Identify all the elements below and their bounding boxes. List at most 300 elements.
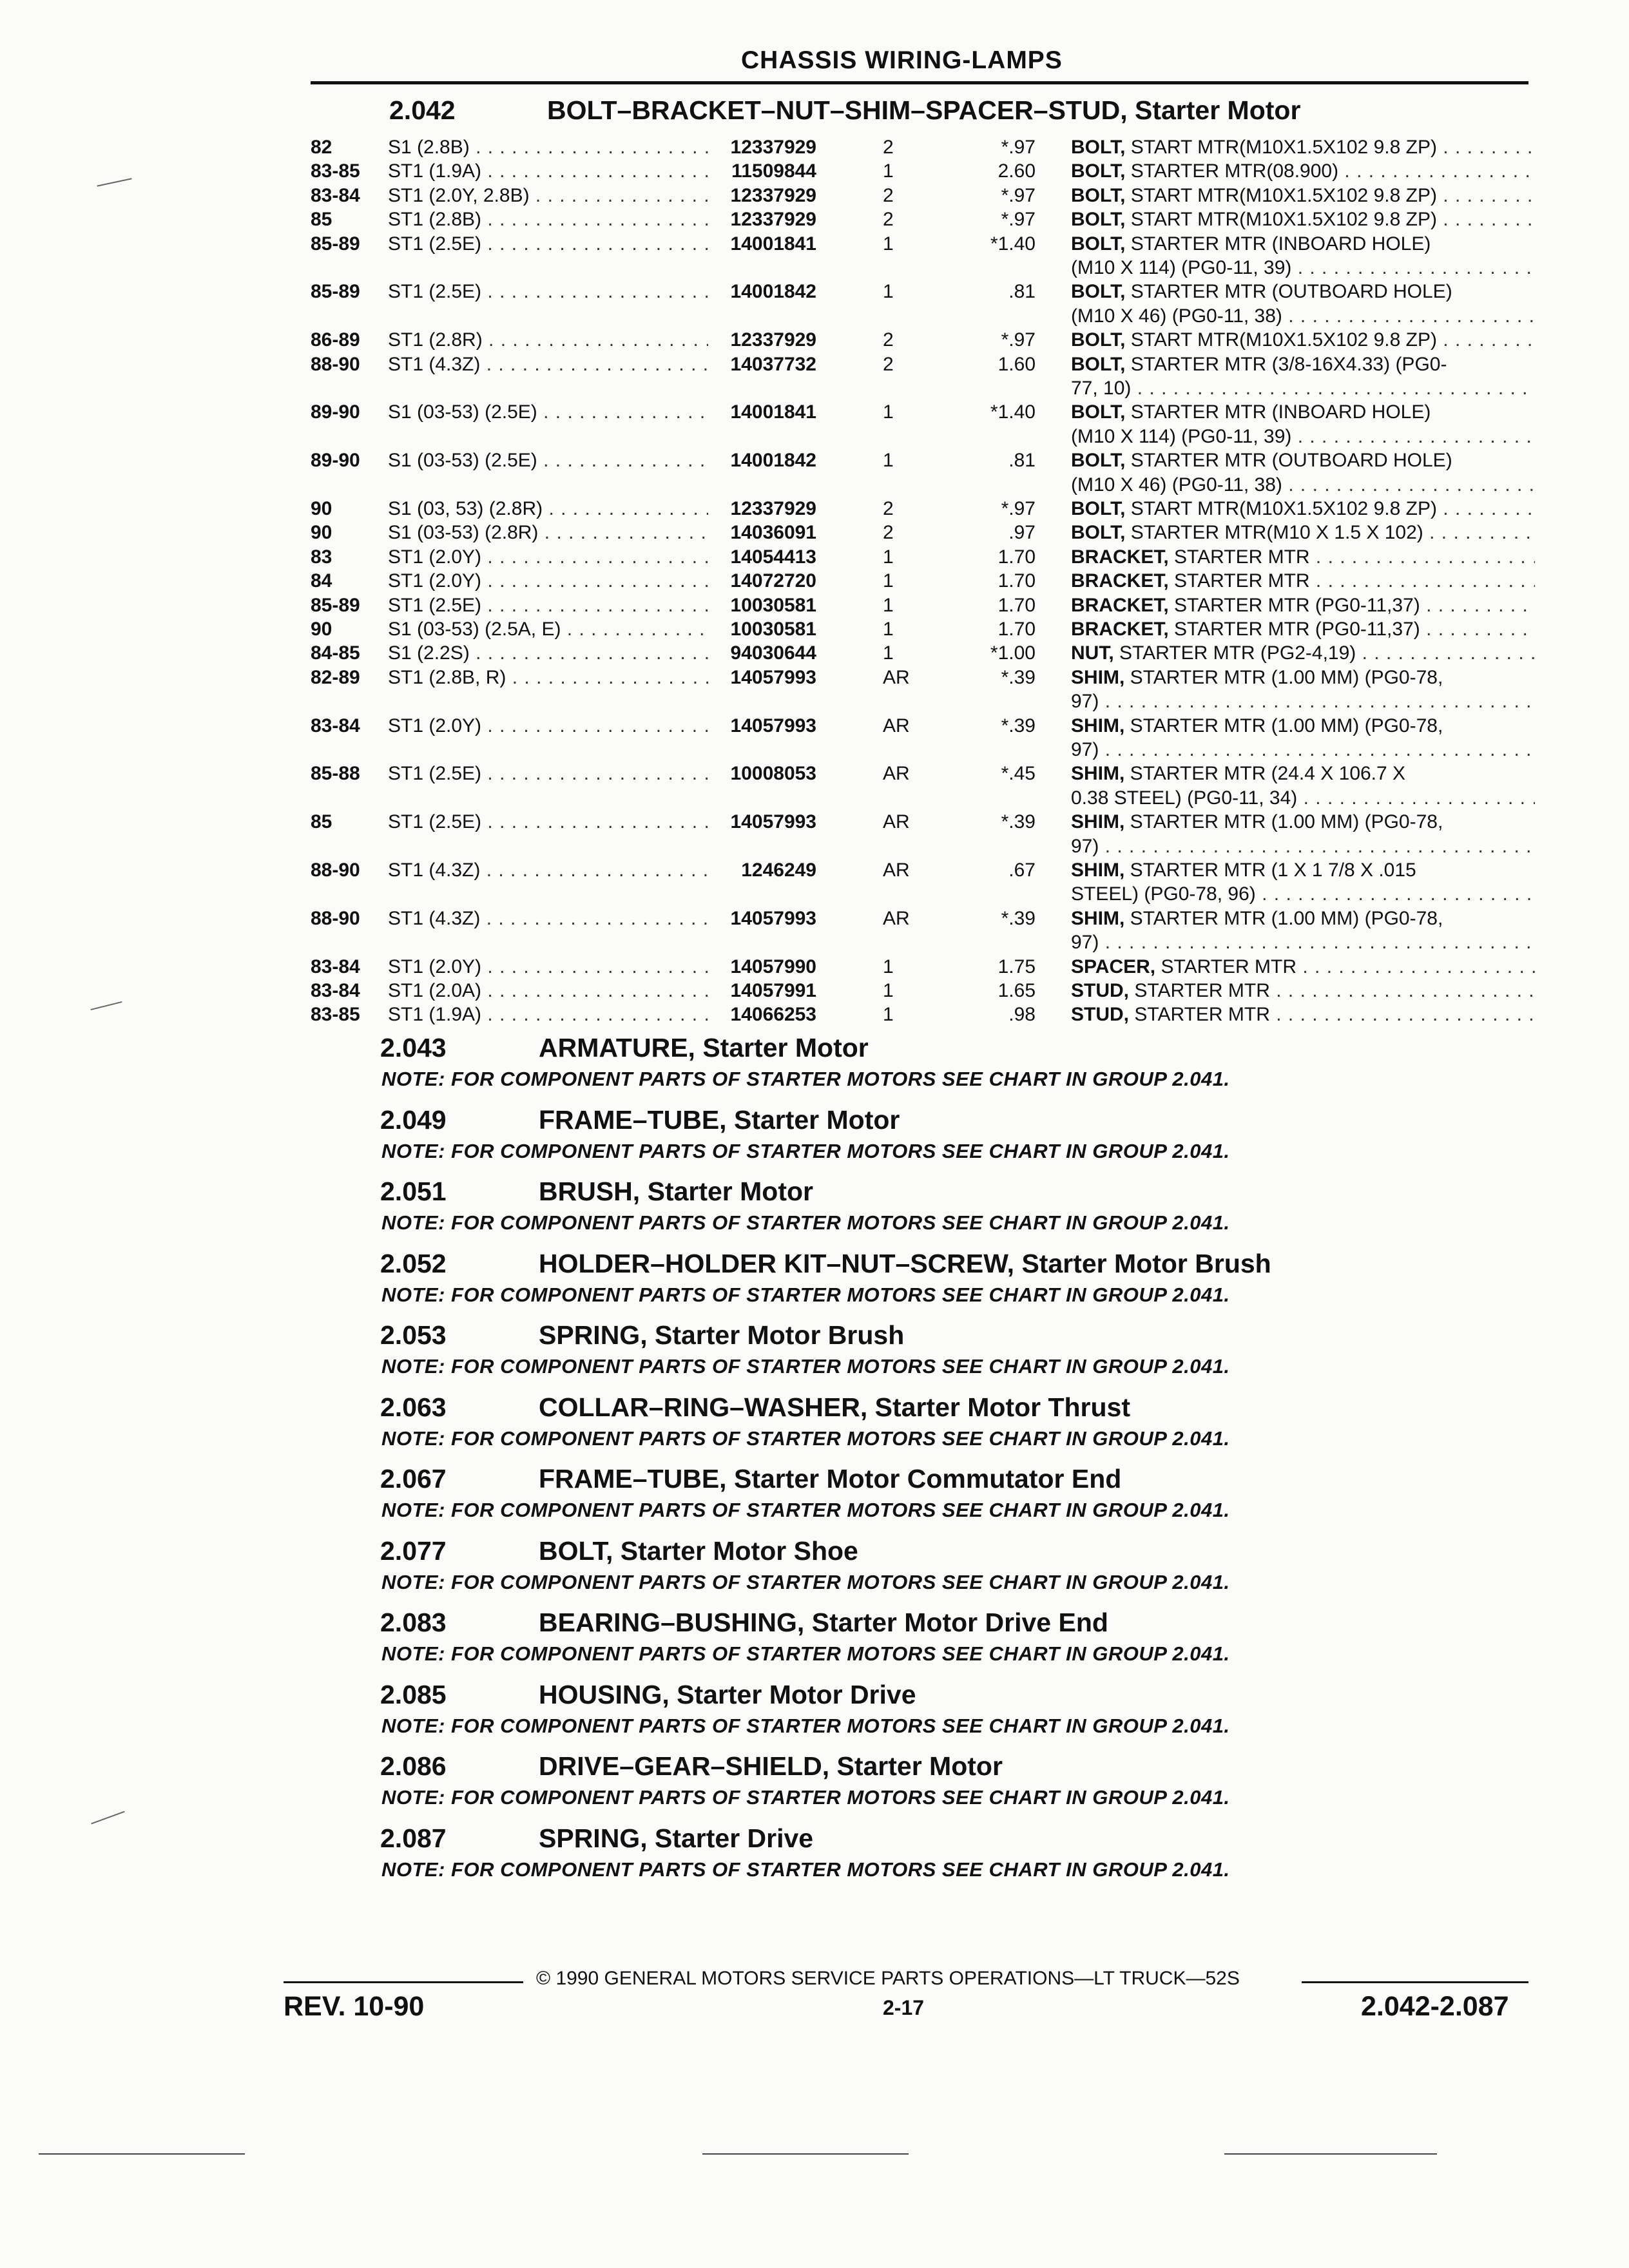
- part-number: 10030581: [708, 595, 816, 617]
- part-price: *.39: [1001, 811, 1036, 833]
- group-number: 2.067: [380, 1464, 447, 1494]
- header-rule: [311, 81, 1528, 84]
- part-year: 83-84: [311, 980, 360, 1001]
- part-application: ST1 (2.0Y, 2.8B) . . .: [388, 185, 710, 207]
- group-title-bold: SPRING,: [539, 1823, 648, 1853]
- part-price: *1.00: [990, 642, 1036, 664]
- group-title-rest: Starter Motor: [695, 1033, 869, 1062]
- group-number: 2.052: [380, 1248, 447, 1278]
- part-application: ST1 (2.0Y) . . .: [388, 956, 710, 978]
- part-number: 14066253: [708, 1004, 816, 1026]
- part-description-keyword: BOLT,: [1071, 522, 1126, 544]
- part-price: .97: [1008, 522, 1036, 544]
- part-application: S1 (03-53) (2.8R) . . .: [388, 522, 710, 544]
- part-description-text: STARTER MTR (OUTBOARD HOLE): [1125, 450, 1452, 472]
- scan-mark: [97, 178, 131, 186]
- part-price: *1.40: [990, 401, 1036, 423]
- scan-mark: [91, 1811, 124, 1825]
- part-price: *1.40: [990, 233, 1036, 255]
- table-row: [311, 956, 1535, 979]
- part-description-text: STARTER MTR (1.00 MM) (PG0-78,: [1124, 715, 1443, 736]
- part-application: ST1 (1.9A) . . .: [388, 160, 710, 182]
- part-application: S1 (03, 53) (2.8R) . . .: [388, 498, 710, 520]
- scan-mark: [702, 2153, 909, 2155]
- part-year: 90: [311, 619, 333, 640]
- part-year: 85-89: [311, 233, 360, 255]
- part-year: 90: [311, 498, 333, 519]
- part-description-keyword: BOLT,: [1071, 329, 1126, 351]
- part-description-text: START MTR(M10X1.5X102 9.8 ZP): [1125, 498, 1437, 519]
- part-description-continued: 97) . . .: [1071, 739, 1535, 762]
- part-price: *.97: [1001, 209, 1036, 231]
- part-number: 14057990: [708, 956, 816, 978]
- part-description-text: STARTER MTR (PG0-11,37): [1168, 619, 1420, 640]
- part-quantity: 2: [883, 137, 894, 158]
- group-number: 2.087: [380, 1823, 447, 1853]
- part-description-keyword: SHIM,: [1071, 666, 1125, 688]
- footer-rule-right: [1302, 1981, 1528, 1983]
- group-note: NOTE: FOR COMPONENT PARTS OF STARTER MOTORS SEE CHART IN GROUP 2.041.: [381, 1427, 1230, 1450]
- part-year: 88-90: [311, 353, 360, 375]
- group-title: [539, 1033, 869, 1063]
- group-number: 2.063: [380, 1392, 447, 1422]
- part-description: [1071, 908, 1535, 930]
- group-title-bold: BRUSH,: [539, 1177, 641, 1206]
- group-note: NOTE: FOR COMPONENT PARTS OF STARTER MOTORS SEE CHART IN GROUP 2.041.: [381, 1570, 1230, 1593]
- part-quantity: 1: [883, 619, 894, 640]
- group-title-bold: BOLT–BRACKET–NUT–SHIM–SPACER–STUD,: [547, 95, 1128, 125]
- group-title-bold: BEARING–BUSHING,: [539, 1608, 805, 1637]
- part-description-text: STARTER MTR (24.4 X 106.7 X: [1124, 763, 1406, 785]
- part-description-continued: (M10 X 114) (PG0-11, 39) . . .: [1071, 426, 1535, 449]
- part-price: 1.70: [998, 619, 1036, 640]
- part-description-continued: 77, 10) . . .: [1071, 378, 1535, 401]
- part-year: 84: [311, 570, 333, 592]
- part-number: 14037732: [708, 354, 816, 376]
- part-number: 12337929: [708, 185, 816, 207]
- group-title-rest: Starter Motor Brush: [647, 1320, 905, 1350]
- group-title-rest: Starter Motor: [726, 1104, 900, 1135]
- part-description-keyword: BRACKET,: [1071, 594, 1169, 616]
- part-price: *.39: [1001, 907, 1036, 929]
- group-title-rest: Starter Drive: [647, 1823, 814, 1853]
- group-title-rest: Starter Motor Thrust: [867, 1392, 1131, 1422]
- part-quantity: 1: [883, 546, 894, 568]
- part-description-keyword: NUT,: [1071, 642, 1114, 664]
- table-row: [311, 233, 1535, 256]
- part-description-keyword: BOLT,: [1071, 233, 1126, 255]
- table-row: [311, 137, 1535, 160]
- part-description-keyword: BOLT,: [1071, 401, 1126, 423]
- group-number: 2.086: [380, 1751, 447, 1781]
- group-title: [539, 1608, 1108, 1638]
- part-description: [1071, 329, 1535, 351]
- part-number: 14057993: [708, 908, 816, 930]
- table-row: [311, 642, 1535, 666]
- group-title-bold: HOUSING,: [539, 1679, 670, 1709]
- part-description-continued: (M10 X 46) (PG0-11, 38) . . .: [1071, 305, 1535, 329]
- part-number: 14057991: [708, 980, 816, 1002]
- part-description: [1071, 450, 1535, 472]
- footer-revision: REV. 10-90: [284, 1991, 425, 2022]
- group-title-bold: ARMATURE,: [539, 1033, 695, 1062]
- part-description: [1071, 233, 1535, 255]
- part-description-keyword: BOLT,: [1071, 498, 1126, 519]
- group-number: 2.083: [380, 1608, 447, 1637]
- group-title: [539, 1823, 813, 1854]
- part-price: 1.70: [998, 546, 1036, 568]
- group-title: [539, 1105, 900, 1135]
- part-number: 14001841: [708, 233, 816, 255]
- part-quantity: 2: [883, 522, 894, 544]
- part-price: *.97: [1001, 137, 1036, 158]
- part-description: [1071, 956, 1535, 978]
- part-description-keyword: BOLT,: [1071, 160, 1126, 182]
- part-year: 85-89: [311, 281, 360, 303]
- part-description: [1071, 354, 1535, 376]
- part-year: 85-88: [311, 763, 360, 785]
- group-title-rest: Starter Motor Brush: [1014, 1248, 1271, 1278]
- part-quantity: 1: [883, 980, 894, 1001]
- part-description-continued: 0.38 STEEL) (PG0-11, 34) . . .: [1071, 787, 1535, 811]
- group-title: [539, 1536, 858, 1566]
- part-price: *.97: [1001, 184, 1036, 206]
- part-year: 85: [311, 209, 333, 231]
- group-title-rest: Starter Motor Commutator End: [726, 1464, 1122, 1494]
- part-application: S1 (03-53) (2.5E) . . .: [388, 401, 710, 423]
- group-note: NOTE: FOR COMPONENT PARTS OF STARTER MOTORS SEE CHART IN GROUP 2.041.: [381, 1786, 1230, 1809]
- group-note: NOTE: FOR COMPONENT PARTS OF STARTER MOTORS SEE CHART IN GROUP 2.041.: [381, 1714, 1230, 1737]
- part-description-keyword: SHIM,: [1071, 811, 1125, 833]
- group-title-rest: Starter Motor: [1127, 95, 1301, 125]
- part-description-keyword: SPACER,: [1071, 956, 1156, 977]
- part-price: .81: [1008, 281, 1036, 303]
- part-quantity: 1: [883, 233, 894, 255]
- part-number: 14054413: [708, 546, 816, 568]
- part-application: S1 (03-53) (2.5E) . . .: [388, 450, 710, 472]
- group-title: [547, 95, 1300, 126]
- part-year: 83-85: [311, 1004, 360, 1026]
- part-year: 83-84: [311, 184, 360, 206]
- part-year: 88-90: [311, 907, 360, 929]
- table-row: [311, 281, 1535, 304]
- group-note: NOTE: FOR COMPONENT PARTS OF STARTER MOTORS SEE CHART IN GROUP 2.041.: [381, 1355, 1230, 1378]
- table-row: [311, 980, 1535, 1003]
- part-price: .81: [1008, 450, 1036, 472]
- table-row: [311, 595, 1535, 618]
- part-number: 14072720: [708, 570, 816, 592]
- part-application: ST1 (2.5E) . . .: [388, 233, 710, 255]
- group-note: NOTE: FOR COMPONENT PARTS OF STARTER MOTORS SEE CHART IN GROUP 2.041.: [381, 1211, 1230, 1234]
- part-description-continued: STEEL) (PG0-78, 96) . . .: [1071, 883, 1535, 907]
- part-quantity: 1: [883, 570, 894, 592]
- part-description: [1071, 137, 1535, 159]
- part-description-keyword: SHIM,: [1071, 860, 1125, 881]
- table-row: [311, 329, 1535, 352]
- part-application: ST1 (4.3Z) . . .: [388, 354, 710, 376]
- part-description-text: STARTER MTR (3/8-16X4.33) (PG0-: [1125, 353, 1447, 375]
- group-title: [539, 1751, 1003, 1782]
- part-application: ST1 (2.8B, R) . . .: [388, 667, 710, 689]
- part-price: 1.60: [998, 353, 1036, 375]
- table-row: [311, 908, 1535, 931]
- part-year: 84-85: [311, 642, 360, 664]
- part-price: *.39: [1001, 666, 1036, 688]
- part-description-text: START MTR(M10X1.5X102 9.8 ZP): [1125, 137, 1437, 158]
- table-row: [311, 860, 1535, 883]
- page-title: CHASSIS WIRING-LAMPS: [741, 46, 1063, 74]
- part-year: 89-90: [311, 450, 360, 472]
- part-description-text: STARTER MTR (1.00 MM) (PG0-78,: [1124, 811, 1443, 833]
- part-description-keyword: STUD,: [1071, 980, 1129, 1001]
- footer-group-range: 2.042-2.087: [1361, 1991, 1509, 2022]
- group-note: NOTE: FOR COMPONENT PARTS OF STARTER MOTORS SEE CHART IN GROUP 2.041.: [381, 1068, 1230, 1090]
- part-quantity: AR: [883, 860, 910, 881]
- part-application: ST1 (2.5E) . . .: [388, 595, 710, 617]
- footer-copyright: © 1990 GENERAL MOTORS SERVICE PARTS OPERATIONS—LT TRUCK—52S: [536, 1968, 1240, 1989]
- part-description-continued: 97) . . .: [1071, 932, 1535, 955]
- part-description-continued: 97) . . .: [1071, 691, 1535, 714]
- part-description-text: STARTER MTR: [1129, 1004, 1270, 1026]
- part-number: 14057993: [708, 667, 816, 689]
- table-row: [311, 546, 1535, 570]
- part-description: [1071, 980, 1535, 1002]
- part-year: 89-90: [311, 401, 360, 423]
- part-application: ST1 (1.9A) . . .: [388, 1004, 710, 1026]
- part-quantity: 2: [883, 498, 894, 519]
- table-row: [311, 1004, 1535, 1027]
- part-description-text: STARTER MTR: [1155, 956, 1297, 977]
- group-note: NOTE: FOR COMPONENT PARTS OF STARTER MOTORS SEE CHART IN GROUP 2.041.: [381, 1642, 1230, 1665]
- part-quantity: 1: [883, 1004, 894, 1026]
- part-price: 1.70: [998, 570, 1036, 592]
- part-quantity: AR: [883, 763, 910, 785]
- group-title-bold: HOLDER–HOLDER KIT–NUT–SCREW,: [539, 1248, 1015, 1278]
- table-row: [311, 763, 1535, 786]
- part-description: [1071, 642, 1535, 664]
- footer-rule-left: [284, 1981, 523, 1983]
- group-title-bold: FRAME–TUBE,: [539, 1464, 727, 1494]
- part-number: 12337929: [708, 329, 816, 351]
- part-year: 82: [311, 137, 333, 158]
- part-quantity: AR: [883, 907, 910, 929]
- part-number: 14001842: [708, 450, 816, 472]
- part-quantity: 2: [883, 184, 894, 206]
- part-quantity: 1: [883, 160, 894, 182]
- part-price: *.97: [1001, 498, 1036, 519]
- part-description-text: STARTER MTR: [1168, 546, 1310, 568]
- group-number: 2.085: [380, 1679, 447, 1709]
- part-description-text: START MTR(M10X1.5X102 9.8 ZP): [1125, 329, 1437, 351]
- part-description: [1071, 595, 1535, 617]
- part-number: 14001841: [708, 401, 816, 423]
- part-application: ST1 (2.0Y) . . .: [388, 715, 710, 737]
- group-number: 2.051: [380, 1177, 447, 1206]
- part-application: ST1 (2.5E) . . .: [388, 811, 710, 833]
- part-description-keyword: BOLT,: [1071, 184, 1126, 206]
- part-application: ST1 (2.5E) . . .: [388, 763, 710, 785]
- part-number: 10008053: [708, 763, 816, 785]
- part-description: [1071, 281, 1535, 303]
- part-price: 1.65: [998, 980, 1036, 1001]
- scan-mark: [39, 2153, 245, 2155]
- part-application: S1 (03-53) (2.5A, E) . . .: [388, 619, 710, 640]
- part-year: 85-89: [311, 594, 360, 616]
- part-price: .98: [1008, 1004, 1036, 1026]
- part-description-continued: 97) . . .: [1071, 836, 1535, 859]
- part-description-continued: (M10 X 46) (PG0-11, 38) . . .: [1071, 474, 1535, 497]
- part-year: 86-89: [311, 329, 360, 351]
- table-row: [311, 667, 1535, 690]
- part-application: ST1 (2.5E) . . .: [388, 281, 710, 303]
- part-year: 83-84: [311, 956, 360, 977]
- table-row: [311, 498, 1535, 521]
- part-price: .67: [1008, 860, 1036, 881]
- part-quantity: 1: [883, 642, 894, 664]
- part-number: 14057993: [708, 811, 816, 833]
- group-note: NOTE: FOR COMPONENT PARTS OF STARTER MOTORS SEE CHART IN GROUP 2.041.: [381, 1499, 1230, 1521]
- part-price: 1.75: [998, 956, 1036, 977]
- part-year: 83-84: [311, 715, 360, 736]
- part-number: 12337929: [708, 137, 816, 159]
- part-description: [1071, 715, 1535, 737]
- part-quantity: 1: [883, 594, 894, 616]
- table-row: [311, 811, 1535, 834]
- group-title-rest: Starter Motor Shoe: [613, 1535, 858, 1566]
- part-application: ST1 (4.3Z) . . .: [388, 908, 710, 930]
- part-description-text: STARTER MTR (PG0-11,37): [1168, 594, 1420, 616]
- part-description: [1071, 619, 1535, 640]
- part-year: 82-89: [311, 666, 360, 688]
- part-description: [1071, 401, 1535, 423]
- part-description: [1071, 209, 1535, 231]
- part-quantity: 2: [883, 209, 894, 231]
- group-number: 2.077: [380, 1535, 447, 1566]
- part-description-keyword: BOLT,: [1071, 353, 1126, 375]
- group-title: [539, 1392, 1130, 1423]
- group-title: [539, 1249, 1271, 1279]
- part-quantity: AR: [883, 666, 910, 688]
- part-description-keyword: STUD,: [1071, 1004, 1129, 1026]
- part-description: [1071, 811, 1535, 833]
- part-description: [1071, 570, 1535, 592]
- group-number: 2.043: [380, 1033, 447, 1062]
- part-year: 90: [311, 522, 333, 544]
- group-title-bold: SPRING,: [539, 1320, 648, 1350]
- group-title-rest: Starter Motor: [829, 1751, 1003, 1781]
- group-title-bold: FRAME–TUBE,: [539, 1104, 727, 1135]
- part-year: 88-90: [311, 860, 360, 881]
- group-title: [539, 1464, 1121, 1494]
- table-row: [311, 401, 1535, 425]
- table-row: [311, 570, 1535, 593]
- part-application: ST1 (2.8R) . . .: [388, 329, 710, 351]
- group-title-bold: DRIVE–GEAR–SHIELD,: [539, 1751, 830, 1781]
- group-title: [539, 1177, 813, 1207]
- part-description-text: START MTR(M10X1.5X102 9.8 ZP): [1125, 209, 1437, 231]
- group-title: [539, 1320, 904, 1350]
- part-description: [1071, 1004, 1535, 1026]
- part-quantity: 2: [883, 353, 894, 375]
- part-description: [1071, 160, 1535, 182]
- part-description: [1071, 522, 1535, 544]
- part-description-keyword: BRACKET,: [1071, 546, 1169, 568]
- part-description-text: STARTER MTR (PG2-4,19): [1113, 642, 1356, 664]
- group-number: 2.053: [380, 1320, 447, 1350]
- part-application: ST1 (4.3Z) . . .: [388, 860, 710, 881]
- part-description-keyword: BOLT,: [1071, 209, 1126, 231]
- group-number: 2.049: [380, 1104, 447, 1135]
- part-number: 14057993: [708, 715, 816, 737]
- group-title-rest: Starter Motor Drive End: [804, 1608, 1108, 1637]
- part-number: 14036091: [708, 522, 816, 544]
- group-note: NOTE: FOR COMPONENT PARTS OF STARTER MOTORS SEE CHART IN GROUP 2.041.: [381, 1283, 1230, 1306]
- part-description-keyword: SHIM,: [1071, 715, 1125, 736]
- part-description: [1071, 546, 1535, 568]
- part-description: [1071, 185, 1535, 207]
- part-description-text: STARTER MTR(08.900): [1125, 160, 1339, 182]
- part-description: [1071, 860, 1535, 881]
- table-row: [311, 619, 1535, 642]
- part-application: S1 (2.2S) . . .: [388, 642, 710, 664]
- group-number: 2.042: [389, 95, 456, 125]
- part-description: [1071, 667, 1535, 689]
- part-quantity: 1: [883, 401, 894, 423]
- table-row: [311, 185, 1535, 208]
- part-price: *.45: [1001, 763, 1036, 785]
- part-price: *.39: [1001, 715, 1036, 736]
- part-price: *.97: [1001, 329, 1036, 351]
- part-description-text: STARTER MTR (1.00 MM) (PG0-78,: [1124, 907, 1443, 929]
- part-description-text: STARTER MTR (INBOARD HOLE): [1125, 233, 1431, 255]
- part-quantity: 1: [883, 956, 894, 977]
- part-number: 94030644: [708, 642, 816, 664]
- part-description-keyword: BRACKET,: [1071, 619, 1169, 640]
- part-description-text: STARTER MTR: [1168, 570, 1310, 592]
- group-note: NOTE: FOR COMPONENT PARTS OF STARTER MOTORS SEE CHART IN GROUP 2.041.: [381, 1858, 1230, 1881]
- group-title: [539, 1680, 916, 1710]
- part-number: 11509844: [708, 160, 816, 182]
- part-year: 83: [311, 546, 333, 568]
- part-application: ST1 (2.8B) . . .: [388, 209, 710, 231]
- part-description-text: STARTER MTR(M10 X 1.5 X 102): [1125, 522, 1423, 544]
- part-description-text: STARTER MTR (1 X 1 7/8 X .015: [1124, 860, 1416, 881]
- part-description-keyword: SHIM,: [1071, 763, 1125, 785]
- part-description: [1071, 498, 1535, 520]
- table-row: [311, 715, 1535, 738]
- group-title-rest: Starter Motor: [640, 1177, 813, 1206]
- part-description-keyword: BRACKET,: [1071, 570, 1169, 592]
- table-row: [311, 522, 1535, 545]
- part-year: 83-85: [311, 160, 360, 182]
- part-description-keyword: BOLT,: [1071, 450, 1126, 472]
- part-quantity: AR: [883, 715, 910, 736]
- part-application: S1 (2.8B) . . .: [388, 137, 710, 159]
- part-description-text: STARTER MTR: [1129, 980, 1270, 1001]
- group-note: NOTE: FOR COMPONENT PARTS OF STARTER MOTORS SEE CHART IN GROUP 2.041.: [381, 1139, 1230, 1162]
- part-price: 1.70: [998, 594, 1036, 616]
- part-quantity: 1: [883, 281, 894, 303]
- scan-mark: [91, 1001, 122, 1010]
- table-row: [311, 450, 1535, 473]
- group-title-rest: Starter Motor Drive: [669, 1679, 916, 1709]
- part-number: 14001842: [708, 281, 816, 303]
- table-row: [311, 160, 1535, 184]
- part-description-text: STARTER MTR (INBOARD HOLE): [1125, 401, 1431, 423]
- part-quantity: 1: [883, 450, 894, 472]
- part-description-keyword: BOLT,: [1071, 137, 1126, 158]
- part-number: 12337929: [708, 209, 816, 231]
